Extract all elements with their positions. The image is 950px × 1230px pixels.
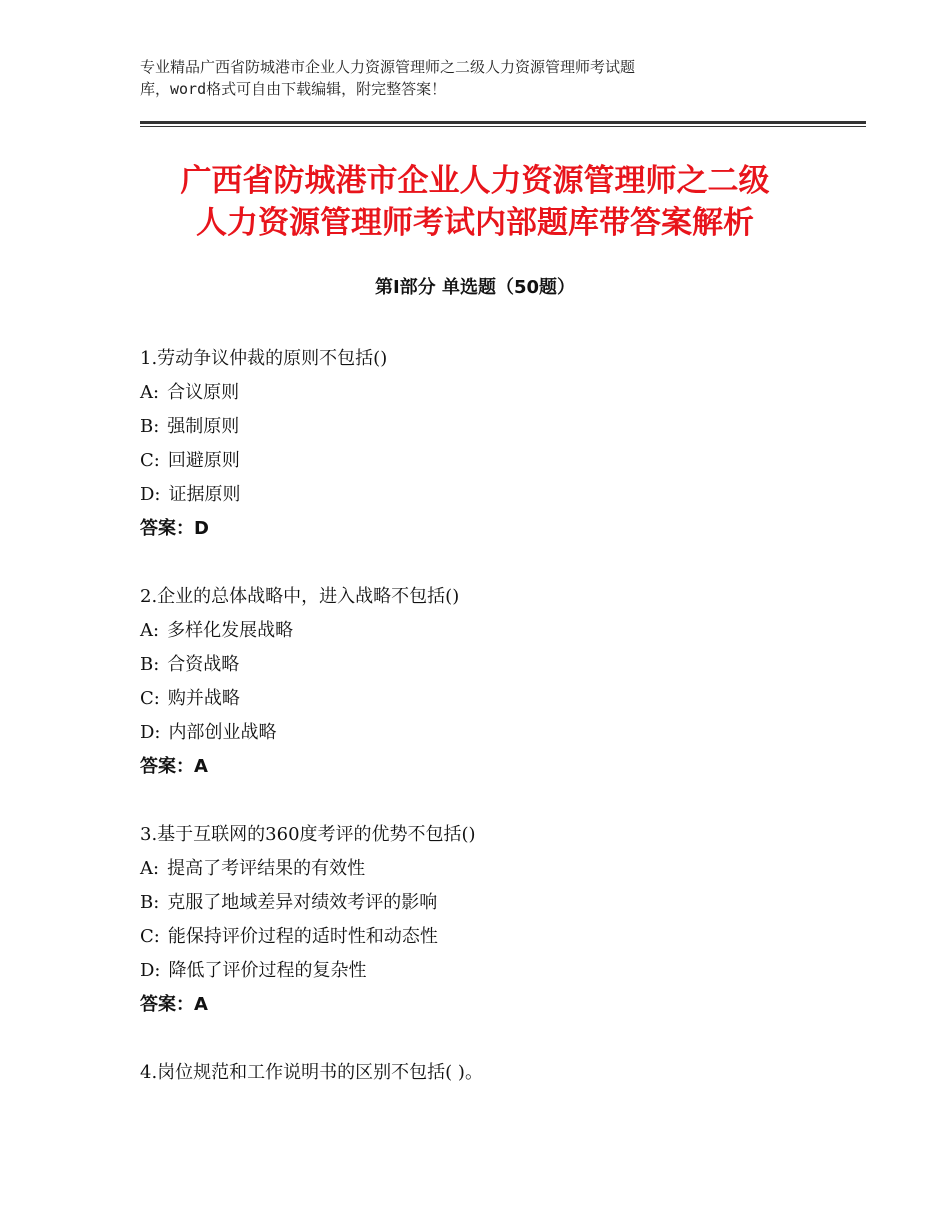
document-title — [100, 160, 850, 244]
option-key: D: — [140, 484, 161, 505]
option-key: A: — [140, 382, 160, 403]
option-b — [140, 410, 840, 444]
option-c — [140, 444, 840, 478]
header-rule-thick — [140, 121, 866, 124]
header-note-line2: 库，word格式可自由下载编辑，附完整答案！ — [140, 80, 447, 98]
question-stem: 4.岗位规范和工作说明书的区别不包括( )。 — [140, 1062, 483, 1083]
option-text: 克服了地域差异对绩效考评的影响 — [167, 892, 438, 913]
option-text: 合议原则 — [167, 382, 240, 403]
option-d — [140, 478, 840, 512]
answer-value: D — [194, 518, 209, 539]
answer-line — [140, 512, 840, 546]
answer-value: A — [194, 994, 208, 1015]
option-key: B: — [140, 416, 160, 437]
option-key: A: — [140, 620, 160, 641]
answer-label: 答案： — [140, 994, 194, 1015]
question-3 — [140, 818, 840, 1022]
header-note — [140, 56, 780, 100]
option-a — [140, 376, 840, 410]
option-a — [140, 614, 840, 648]
option-key: C: — [140, 926, 160, 947]
option-key: C: — [140, 688, 160, 709]
option-d — [140, 954, 840, 988]
question-1 — [140, 342, 840, 546]
option-b — [140, 886, 840, 920]
option-d — [140, 716, 840, 750]
option-key: A: — [140, 858, 160, 879]
document-title-line2: 人力资源管理师考试内部题库带答案解析 — [196, 205, 754, 241]
option-text: 回避原则 — [167, 450, 240, 471]
question-list — [140, 342, 840, 1124]
question-stem: 3.基于互联网的360度考评的优势不包括() — [140, 824, 476, 845]
answer-label: 答案： — [140, 518, 194, 539]
question-stem: 1.劳动争议仲裁的原则不包括() — [140, 348, 388, 369]
question-stem: 2.企业的总体战略中，进入战略不包括() — [140, 586, 460, 607]
option-key: C: — [140, 450, 160, 471]
option-text: 证据原则 — [168, 484, 241, 505]
header-rule-thin — [140, 126, 866, 127]
option-key: D: — [140, 960, 161, 981]
option-text: 降低了评价过程的复杂性 — [168, 960, 367, 981]
header-note-line1: 专业精品广西省防城港市企业人力资源管理师之二级人力资源管理师考试题 — [140, 58, 636, 76]
option-c — [140, 682, 840, 716]
answer-line — [140, 750, 840, 784]
option-text: 合资战略 — [167, 654, 240, 675]
option-key: D: — [140, 722, 161, 743]
option-a — [140, 852, 840, 886]
answer-label: 答案： — [140, 756, 194, 777]
option-b — [140, 648, 840, 682]
option-key: B: — [140, 892, 160, 913]
answer-line — [140, 988, 840, 1022]
option-text: 能保持评价过程的适时性和动态性 — [167, 926, 438, 947]
document-title-line1: 广西省防城港市企业人力资源管理师之二级 — [180, 163, 770, 199]
option-text: 提高了考评结果的有效性 — [167, 858, 366, 879]
option-text: 购并战略 — [167, 688, 240, 709]
question-2 — [140, 580, 840, 784]
answer-value: A — [194, 756, 208, 777]
option-text: 强制原则 — [167, 416, 240, 437]
section-title: 第Ⅰ部分 单选题（50题） — [374, 277, 575, 298]
option-text: 内部创业战略 — [168, 722, 277, 743]
question-4 — [140, 1056, 840, 1090]
option-key: B: — [140, 654, 160, 675]
option-c — [140, 920, 840, 954]
option-text: 多样化发展战略 — [167, 620, 294, 641]
